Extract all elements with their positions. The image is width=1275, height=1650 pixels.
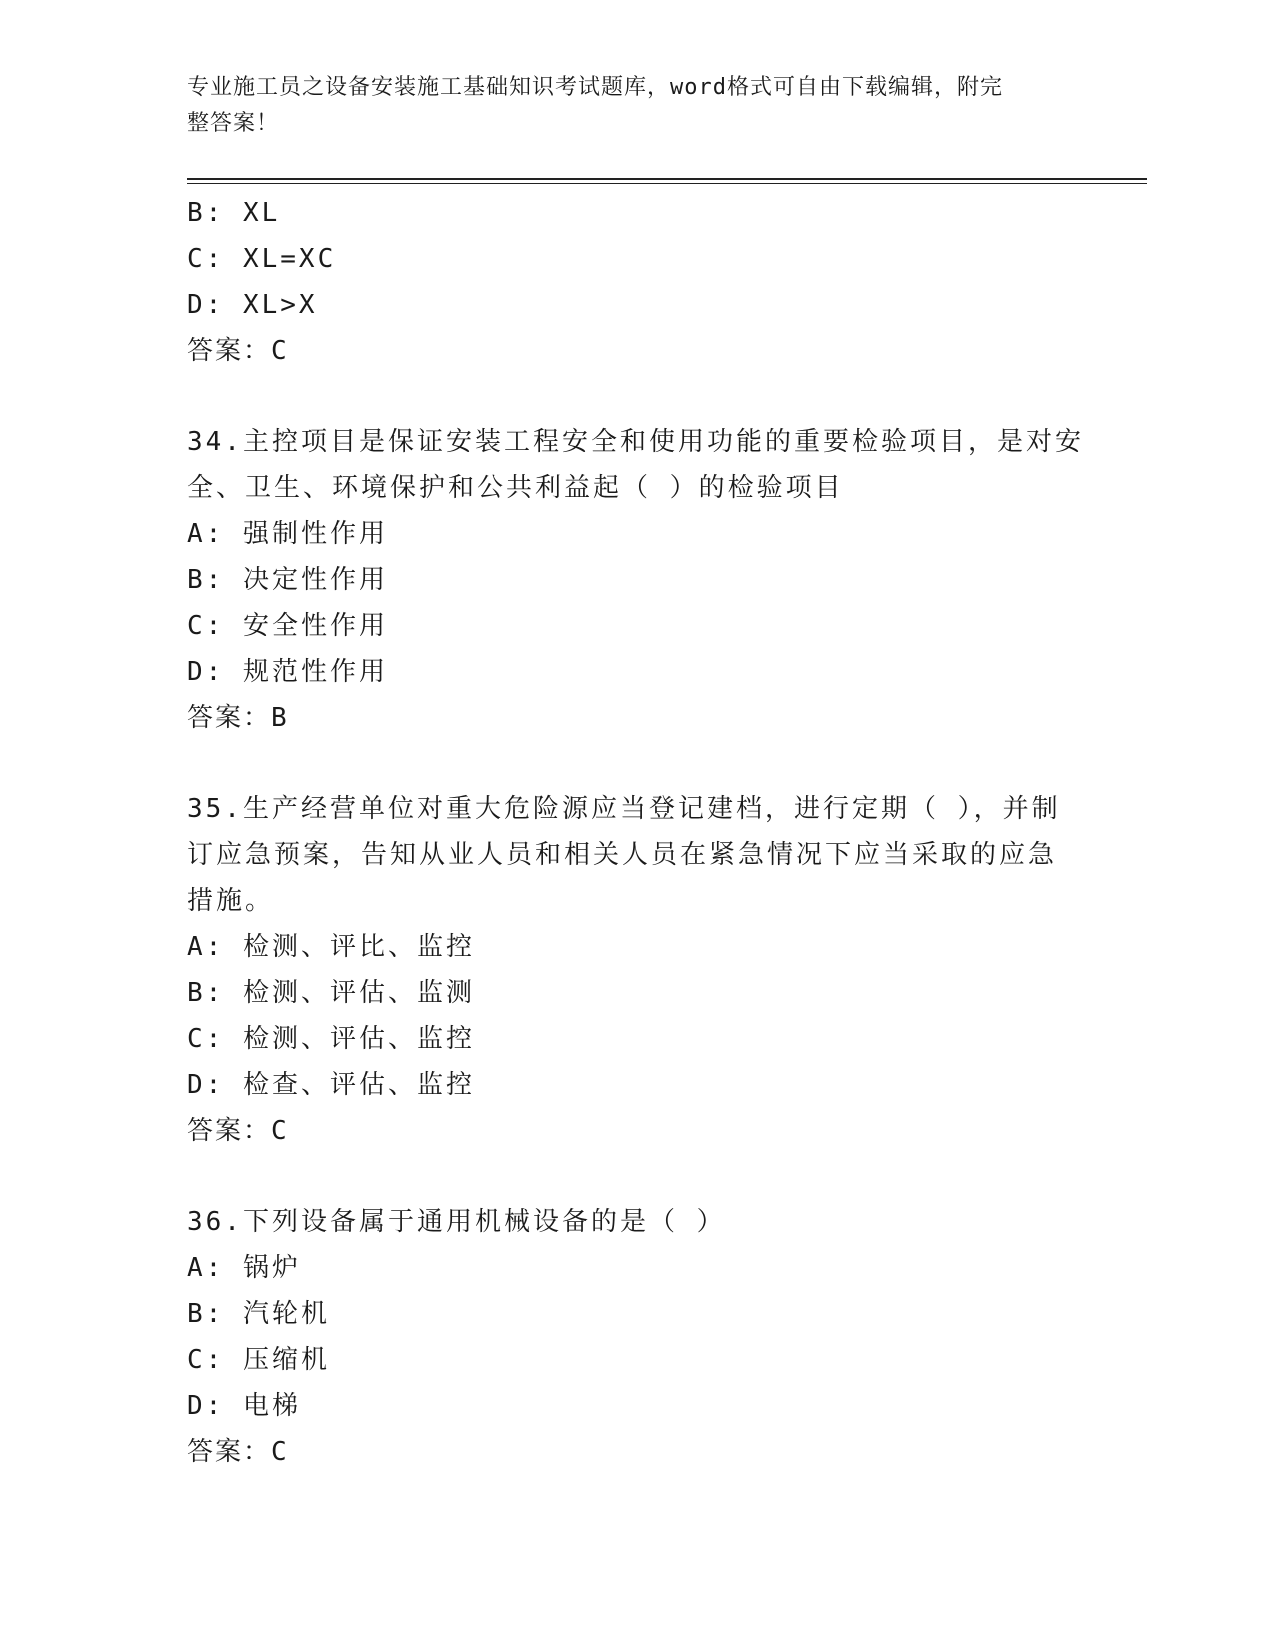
option-d: D: 规范性作用 (187, 657, 388, 687)
option-d: D: 检查、评估、监控 (187, 1070, 475, 1100)
question-text-line-1: 34.主控项目是保证安装工程安全和使用功能的重要检验项目，是对安 (187, 427, 1084, 457)
option-b: B: 检测、评估、监测 (187, 978, 475, 1008)
option-c: C: XL=XC (187, 244, 337, 274)
option-b: B: 决定性作用 (187, 565, 388, 595)
answer: 答案：C (187, 336, 289, 366)
option-a: A: 检测、评比、监控 (187, 932, 475, 962)
question-text-line-1: 36.下列设备属于通用机械设备的是（ ） (187, 1207, 726, 1237)
header-divider-thin (187, 183, 1147, 184)
header-line-1: 专业施工员之设备安装施工基础知识考试题库，word格式可自由下载编辑，附完 (187, 75, 1003, 100)
option-d: D: 电梯 (187, 1391, 301, 1421)
option-d: D: XL>X (187, 290, 318, 320)
question-34 (187, 419, 1087, 741)
option-a: A: 锅炉 (187, 1253, 301, 1283)
document-header (187, 70, 1067, 142)
question-33 (187, 190, 1087, 374)
question-text-line-2: 全、卫生、环境保护和公共利益起（ ）的检验项目 (187, 473, 844, 503)
question-text-line-1: 35.生产经营单位对重大危险源应当登记建档，进行定期（ ），并制 (187, 794, 1061, 824)
spacer (187, 374, 1087, 419)
option-a: A: 强制性作用 (187, 519, 388, 549)
question-list (187, 190, 1087, 1475)
header-divider-thick (187, 178, 1147, 180)
question-text-line-2: 订应急预案，告知从业人员和相关人员在紧急情况下应当采取的应急 (187, 840, 1058, 870)
option-c: C: 检测、评估、监控 (187, 1024, 475, 1054)
question-36 (187, 1199, 1087, 1475)
spacer (187, 1154, 1087, 1199)
answer: 答案：B (187, 703, 289, 733)
question-text-line-3: 措施。 (187, 886, 275, 916)
spacer (187, 741, 1087, 786)
option-c: C: 压缩机 (187, 1345, 330, 1375)
option-b: B: XL (187, 198, 281, 228)
header-line-2: 整答案！ (187, 111, 280, 136)
question-35 (187, 786, 1087, 1154)
option-c: C: 安全性作用 (187, 611, 388, 641)
answer: 答案：C (187, 1437, 289, 1467)
option-b: B: 汽轮机 (187, 1299, 330, 1329)
answer: 答案：C (187, 1116, 289, 1146)
